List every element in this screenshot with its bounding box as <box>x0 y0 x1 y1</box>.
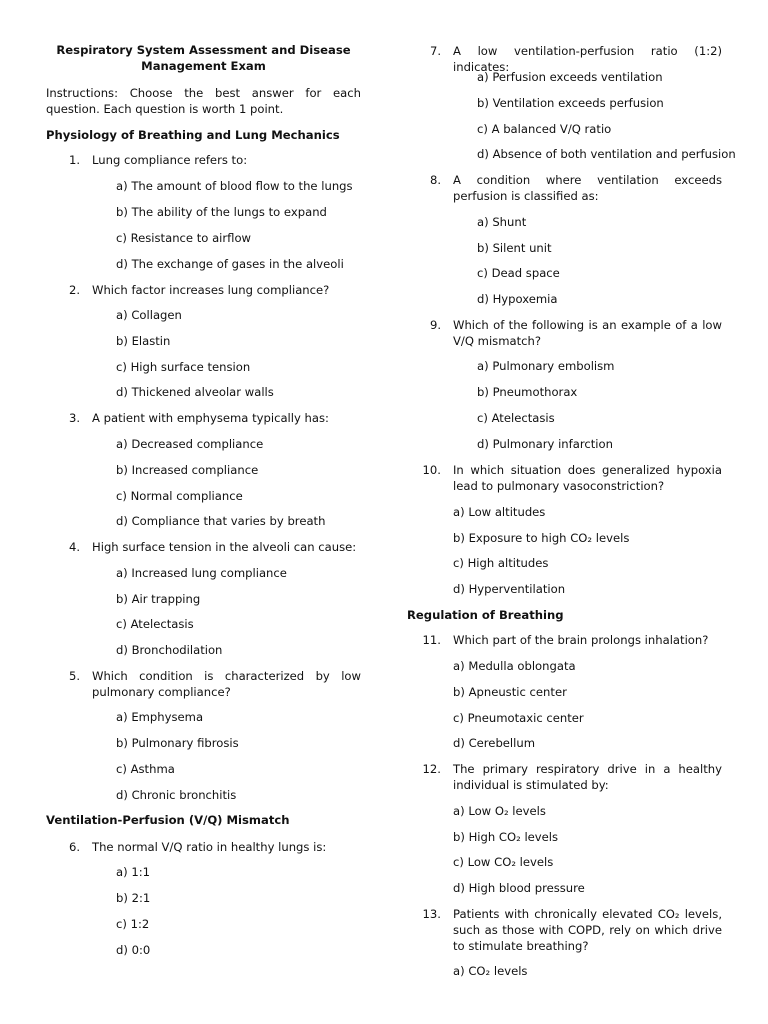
question-number: 6. <box>68 840 80 854</box>
question-text: Which part of the brain prolongs inhalation? <box>453 633 709 647</box>
section-heading-vq-mismatch: Ventilation-Perfusion (V/Q) Mismatch <box>46 813 290 827</box>
answer-option[interactable]: a) 1:1 <box>116 865 150 879</box>
answer-option[interactable]: d) Absence of both ventilation and perfusion <box>477 147 736 161</box>
answer-option[interactable]: b) Pneumothorax <box>477 385 578 399</box>
answer-option[interactable]: a) Perfusion exceeds ventilation <box>477 70 663 84</box>
answer-option[interactable]: d) High blood pressure <box>453 881 585 895</box>
question-number: 1. <box>68 153 80 167</box>
instructions: Instructions: Choose the best answer for each question. Each question is worth 1 point. <box>46 86 361 116</box>
question-number: 8. <box>429 173 441 187</box>
question-text: A low ventilation-perfusion ratio (1:2) indicates: <box>453 44 722 74</box>
question-text: Which factor increases lung compliance? <box>92 283 330 297</box>
question-text: The primary respiratory drive in a healthy individual is stimulated by: <box>453 762 722 792</box>
answer-option[interactable]: d) Hypoxemia <box>477 292 558 306</box>
question-text: In which situation does generalized hypoxia lead to pulmonary vasoconstriction? <box>453 463 722 493</box>
answer-option[interactable]: c) Atelectasis <box>477 411 555 425</box>
section-heading-physiology: Physiology of Breathing and Lung Mechanics <box>46 128 340 142</box>
question-number: 7. <box>429 44 441 58</box>
answer-option[interactable]: b) Air trapping <box>116 592 201 606</box>
question-text: The normal V/Q ratio in healthy lungs is: <box>92 840 327 854</box>
section-heading-regulation: Regulation of Breathing <box>407 608 564 622</box>
answer-option[interactable]: d) 0:0 <box>116 943 151 957</box>
answer-option[interactable]: d) Pulmonary infarction <box>477 437 613 451</box>
answer-option[interactable]: c) A balanced V/Q ratio <box>477 122 612 136</box>
answer-option[interactable]: b) High CO₂ levels <box>453 830 559 844</box>
answer-option[interactable]: a) Pulmonary embolism <box>477 359 615 373</box>
answer-option[interactable]: c) Low CO₂ levels <box>453 855 554 869</box>
question-number: 3. <box>68 411 80 425</box>
answer-option[interactable]: b) Ventilation exceeds perfusion <box>477 96 664 110</box>
answer-option[interactable]: c) High altitudes <box>453 556 549 570</box>
question-number: 9. <box>429 318 441 332</box>
answer-option[interactable]: a) Low O₂ levels <box>453 804 546 818</box>
answer-option[interactable]: c) Dead space <box>477 266 560 280</box>
question-number: 13. <box>422 907 441 921</box>
question-number: 4. <box>68 540 80 554</box>
question-text: Which condition is characterized by low pulmonary compliance? <box>92 669 361 699</box>
answer-option[interactable]: c) High surface tension <box>116 360 251 374</box>
question-text: A patient with emphysema typically has: <box>92 411 329 425</box>
answer-option[interactable]: a) Collagen <box>116 308 182 322</box>
answer-option[interactable]: d) Hyperventilation <box>453 582 566 596</box>
question-text: A condition where ventilation exceeds perfusion is classified as: <box>453 173 722 203</box>
question-text: Lung compliance refers to: <box>92 153 248 167</box>
question-text: Which of the following is an example of a low V/Q mismatch? <box>453 318 722 348</box>
question-number: 2. <box>68 283 80 297</box>
answer-option[interactable]: c) Pneumotaxic center <box>453 711 584 725</box>
answer-option[interactable]: d) Cerebellum <box>453 736 536 750</box>
answer-option[interactable]: c) Normal compliance <box>116 489 243 503</box>
answer-option[interactable]: b) Apneustic center <box>453 685 567 699</box>
exam-title: Respiratory System Assessment and Disease Management Exam <box>56 43 351 73</box>
answer-option[interactable]: c) Atelectasis <box>116 617 194 631</box>
answer-option[interactable]: a) Decreased compliance <box>116 437 264 451</box>
answer-option[interactable]: a) CO₂ levels <box>453 964 528 978</box>
answer-option[interactable]: a) Low altitudes <box>453 505 546 519</box>
question-number: 11. <box>422 633 441 647</box>
answer-option[interactable]: a) Increased lung compliance <box>116 566 287 580</box>
question-number: 5. <box>68 669 80 683</box>
answer-option[interactable]: d) Thickened alveolar walls <box>116 385 274 399</box>
answer-option[interactable]: a) The amount of blood flow to the lungs <box>116 179 353 193</box>
question-text: High surface tension in the alveoli can cause: <box>92 540 357 554</box>
question-text: Patients with chronically elevated CO₂ levels, such as those with COPD, rely on which drive to stimulate breathing? <box>453 907 722 953</box>
answer-option[interactable]: b) Pulmonary fibrosis <box>116 736 239 750</box>
answer-option[interactable]: d) Bronchodilation <box>116 643 223 657</box>
answer-option[interactable]: b) Silent unit <box>477 241 552 255</box>
answer-option[interactable]: d) Chronic bronchitis <box>116 788 237 802</box>
question-number: 10. <box>422 463 441 477</box>
answer-option[interactable]: b) The ability of the lungs to expand <box>116 205 327 219</box>
answer-option[interactable]: b) 2:1 <box>116 891 151 905</box>
answer-option[interactable]: a) Medulla oblongata <box>453 659 576 673</box>
answer-option[interactable]: c) Asthma <box>116 762 175 776</box>
answer-option[interactable]: d) The exchange of gases in the alveoli <box>116 257 344 271</box>
answer-option[interactable]: a) Emphysema <box>116 710 204 724</box>
answer-option[interactable]: b) Increased compliance <box>116 463 259 477</box>
answer-option[interactable]: b) Elastin <box>116 334 171 348</box>
answer-option[interactable]: d) Compliance that varies by breath <box>116 514 326 528</box>
question-number: 12. <box>422 762 441 776</box>
answer-option[interactable]: c) Resistance to airflow <box>116 231 252 245</box>
answer-option[interactable]: a) Shunt <box>477 215 527 229</box>
answer-option[interactable]: b) Exposure to high CO₂ levels <box>453 531 630 545</box>
answer-option[interactable]: c) 1:2 <box>116 917 150 931</box>
